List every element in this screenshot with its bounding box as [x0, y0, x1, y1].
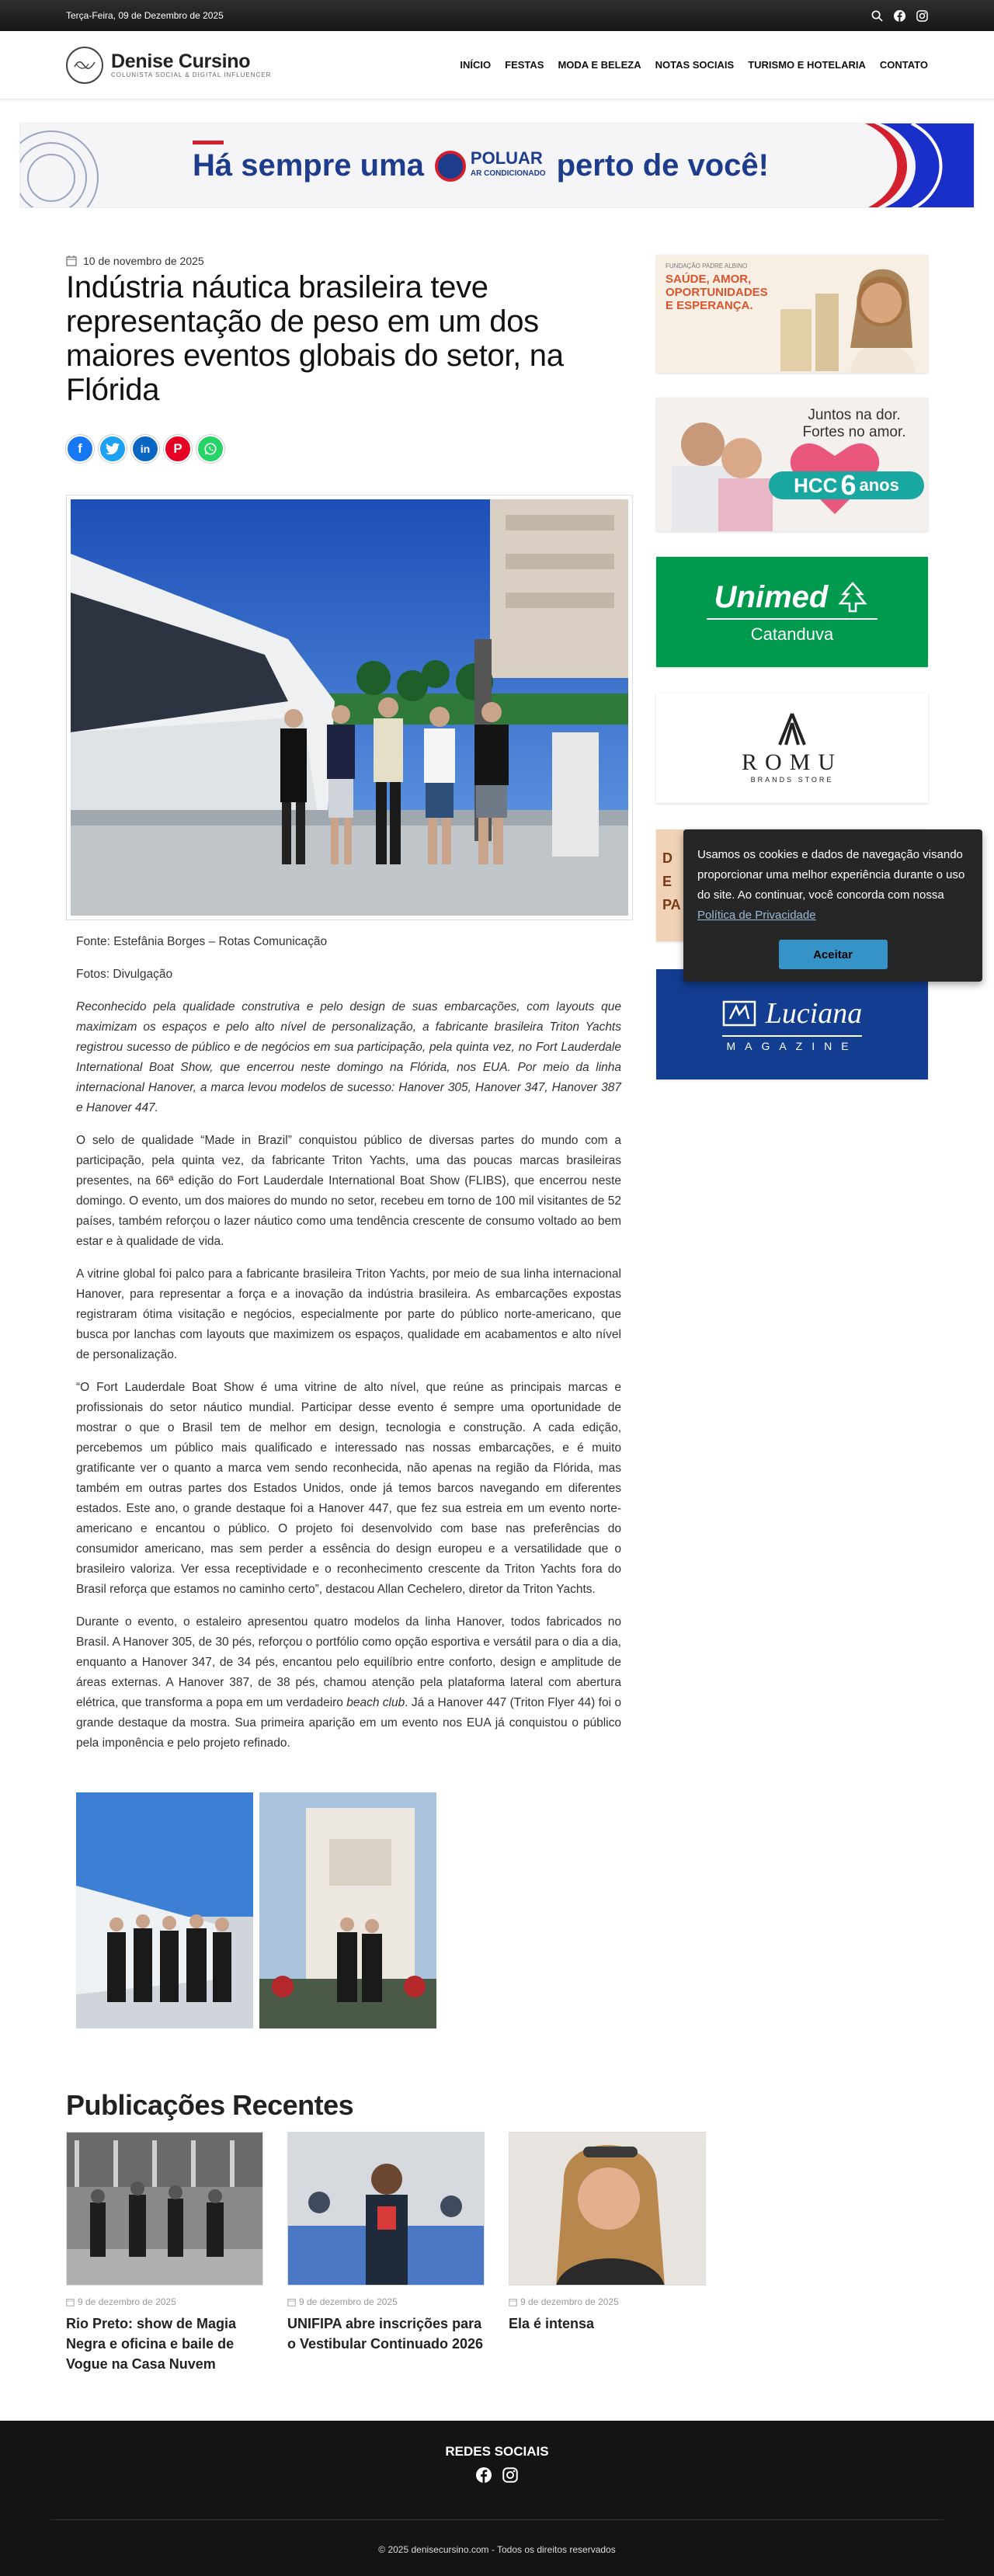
- recent-post-date: [66, 2296, 263, 2307]
- footer-copyright: © 2025 denisecursino.com - Todos os direitos reservados: [378, 2544, 616, 2555]
- recent-post-card[interactable]: [287, 2132, 485, 2354]
- instagram-icon[interactable]: [502, 2467, 518, 2487]
- article-date-text: 10 de novembro de 2025: [83, 255, 204, 267]
- recent-post-thumbnail[interactable]: [509, 2132, 706, 2286]
- recent-posts-heading: Publicações Recentes: [66, 2089, 354, 2121]
- site-logo[interactable]: [66, 47, 271, 84]
- cookie-banner: [683, 829, 982, 982]
- top-social: [871, 10, 928, 22]
- ad2-badge-anos: anos: [859, 475, 899, 495]
- recent-post-thumbnail[interactable]: [287, 2132, 485, 2286]
- recent-post-date: [287, 2296, 485, 2307]
- share-buttons: [66, 435, 224, 463]
- ad1-line3: OPORTUNIDADES: [666, 286, 768, 299]
- ad-banner-poluar[interactable]: [19, 123, 975, 208]
- recent-post-title[interactable]: Rio Preto: show de Magia Negra e oficina e baile de Vogue na Casa Nuvem: [66, 2316, 237, 2372]
- footer-social: [0, 2467, 994, 2487]
- banner-stripe: [193, 141, 224, 144]
- article-paragraph: [76, 1612, 621, 1754]
- article-paragraph: A vitrine global foi palco para a fabricante brasileira Triton Yachts, por meio de sua linha internacional Hanover, para representar a força e a inovação da indústria brasileira. As embarcações expostas registraram ótima visitação e negócios, especialmente por parte do público norte-americano, que busca por lanchas com layouts que maximizem os espaços, qualidade em acabamentos e alto nível de personalização.: [76, 1267, 621, 1361]
- recent-post-thumbnail[interactable]: [66, 2132, 263, 2286]
- ad1-line1: FUNDAÇÃO PADRE ALBINO: [666, 262, 748, 269]
- ad2-badge-text: HCC: [794, 473, 838, 497]
- recent-post-date-text: 9 de dezembro de 2025: [520, 2296, 619, 2307]
- ad-romu-brands[interactable]: [656, 693, 928, 803]
- luciana-logo-icon: [722, 1000, 756, 1027]
- ad1-line2: SAÚDE, AMOR,: [666, 273, 752, 286]
- calendar-icon: [66, 2298, 75, 2307]
- banner-text-after: perto de você!: [556, 148, 769, 183]
- logo-title: Denise Cursino: [111, 50, 251, 72]
- article-main-photo: [66, 495, 633, 920]
- banner-right-decoration: [834, 123, 974, 208]
- article-gallery: [76, 1792, 436, 2028]
- main-nav: [460, 59, 928, 71]
- article-paragraph-part: Durante o evento, o estaleiro apresentou quatro modelos da linha Hanover, todos fabricados no Brasil. A Hanover 305, de 30 pés, reforçou o portfólio como opção esportiva e versátil para o dia a dia, enquanto a Hanover 347, de 34 pés, encantou pelo equilíbrio entre conforto, design e amplitude de áreas externas. A Hanover 387, de 38 pés, chamou atenção pela plataforma lateral com abertura elétrica, que transforma a popa em um verdadeiro: [76, 1615, 621, 1709]
- article-paragraph: O selo de qualidade “Made in Brazil” conquistou público de diversas partes do mundo com a participação, pela quinta vez, da fabricante Triton Yachts, uma das poucas marcas brasileiras presentes, na 66ª edição do Fort Lauderdale International Boat Show (FLIBS), que encerrou neste domingo. O evento, um dos maiores do mundo no setor, recebeu em torno de 100 mil visitantes de 52 países, também reforçou o lazer náutico como uma tendência crescente de consumo voltado ao bem estar e à qualidade de vida.: [76, 1134, 621, 1248]
- credit-photos: Fotos: Divulgação: [76, 968, 173, 981]
- ad4-sub: BRANDS STORE: [750, 776, 834, 784]
- ad3-city: Catanduva: [750, 624, 834, 644]
- privacy-policy-link[interactable]: Política de Privacidade: [697, 909, 816, 922]
- nav-notas-sociais[interactable]: NOTAS SOCIAIS: [655, 59, 735, 71]
- ad5-text: DE PA: [662, 850, 681, 913]
- ad6-sub: MAGAZINE: [726, 1040, 858, 1052]
- poluar-logo: [435, 148, 546, 182]
- article-paragraph-emphasis: beach club: [346, 1696, 405, 1709]
- site-footer: [0, 2421, 994, 2576]
- recent-post-card[interactable]: [509, 2132, 706, 2334]
- logo-subtitle: COLUNISTA SOCIAL & DIGITAL INFLUENCER: [111, 71, 272, 78]
- ad2-line2: Fortes no amor.: [802, 424, 906, 440]
- share-pinterest-icon[interactable]: P: [164, 435, 192, 463]
- share-whatsapp-icon[interactable]: [196, 435, 224, 463]
- nav-festas[interactable]: FESTAS: [505, 59, 544, 71]
- logo-mark-icon: [66, 47, 103, 84]
- ad6-brand: Luciana: [765, 997, 863, 1030]
- accept-cookies-button[interactable]: Aceitar: [779, 940, 888, 969]
- top-bar: [0, 0, 994, 31]
- recent-post-card[interactable]: [66, 2132, 263, 2374]
- recent-post-title[interactable]: UNIFIPA abre inscrições para o Vestibular Continuado 2026: [287, 2316, 484, 2352]
- calendar-icon: [509, 2298, 517, 2307]
- article-lead: Reconhecido pela qualidade construtiva e pelo design de suas embarcações, com layouts que maximizam os espaços e pelo alto nível de personalização, a fabricante brasileira Triton Yachts registrou sucesso de público e de negócios em sua participação, pela quinta vez, no Fort Lauderdale International Boat Show, que encerrou neste domingo na Flórida, nos EUA. Por meio da linha internacional Hanover, a marca levou modelos de sucesso: Hanover 305, Hanover 347, Hanover 387 e Hanover 447.: [76, 1000, 621, 1114]
- nav-turismo-e-hotelaria[interactable]: TURISMO E HOTELARIA: [748, 59, 866, 71]
- nav-moda-e-beleza[interactable]: MODA E BELEZA: [558, 59, 641, 71]
- calendar-icon: [287, 2298, 296, 2307]
- facebook-icon[interactable]: [894, 10, 905, 22]
- recent-post-date-text: 9 de dezembro de 2025: [299, 2296, 398, 2307]
- article-paragraph: “O Fort Lauderdale Boat Show é uma vitrine de alto nível, que reúne as principais marcas e profissionais do setor náutico mundial. Participar desse evento é sempre uma oportunidade de mostrar o que o Brasil tem de melhor em design, tecnologia e construção. A cada edição, percebemos um público mais qualificado e interessado nas nossas embarcações, e é muito gratificante ver o quanto a marca vem sendo reconhecida, não apenas na região da Flórida, mas também em outras partes dos Estados Unidos, onde já temos barcos navegando em diferentes estados. Este ano, o grande destaque foi a Hanover 447, que fez sua estreia em um evento norte-americano e encantou o público. O projeto foi desenvolvido com base nas preferências do consumidor americano, mas sem perder a essência do design europeu e a versatilidade que o brasileiro valoriza. Ver essa receptividade e o reconhecimento crescente da Triton Yachts fora do Brasil reforça que estamos no caminho certo”, destacou Allan Cechelero, diretor da Triton Yachts.: [76, 1381, 621, 1596]
- ad-luciana-magazine[interactable]: [656, 969, 928, 1079]
- article-body: [76, 932, 621, 1766]
- unimed-tree-icon: [836, 582, 870, 613]
- instagram-icon[interactable]: [916, 10, 928, 22]
- article-date: [66, 255, 204, 267]
- ad-fundacao-padre-albino[interactable]: [656, 255, 928, 373]
- ad-unimed-catanduva[interactable]: [656, 557, 928, 667]
- banner-text-before: Há sempre uma: [193, 148, 424, 183]
- share-linkedin-icon[interactable]: in: [131, 435, 159, 463]
- poluar-brand-sub: AR CONDICIONADO: [470, 169, 546, 178]
- ad1-line4: E ESPERANÇA.: [666, 299, 753, 312]
- nav-contato[interactable]: CONTATO: [879, 59, 928, 71]
- banner-decoration: [20, 123, 121, 208]
- ad4-brand: ROMU: [741, 749, 843, 775]
- banner-text: [193, 148, 769, 183]
- article-paragraph-part: . Já a Hanover 447 (Triton Flyer 44) foi o grande destaque da mostra. Sua primeira aparição em um evento nos EUA já conquistou o público pela imponência e pelo projeto refinado.: [76, 1696, 621, 1750]
- ad2-line1: Juntos na dor.: [808, 407, 901, 423]
- current-date: Terça-Feira, 09 de Dezembro de 2025: [66, 10, 224, 21]
- ad-hospital-hcc[interactable]: [656, 398, 928, 531]
- photo-yacht-group: [71, 499, 628, 916]
- gallery-photo-marina[interactable]: [76, 1792, 253, 2028]
- ad2-badge-num: 6: [840, 469, 857, 501]
- facebook-icon[interactable]: [476, 2467, 492, 2487]
- poluar-brand: POLUAR: [470, 148, 543, 168]
- romu-logo-icon: [777, 712, 808, 746]
- recent-post-title[interactable]: Ela é intensa: [509, 2316, 595, 2331]
- footer-heading: REDES SOCIAIS: [445, 2444, 549, 2459]
- ad3-brand: Unimed: [714, 579, 829, 614]
- share-facebook-icon[interactable]: f: [66, 435, 94, 463]
- share-twitter-icon[interactable]: [99, 435, 127, 463]
- credit-source: Fonte: Estefânia Borges – Rotas Comunicação: [76, 935, 328, 948]
- recent-post-date: [509, 2296, 706, 2307]
- ad2-badge: [769, 471, 924, 499]
- footer-divider: [50, 2519, 944, 2520]
- cookie-text: Usamos os cookies e dados de navegação visando proporcionar uma melhor experiência durante o uso do site. Ao continuar, você concorda com nossa: [697, 848, 965, 902]
- site-header: [0, 31, 994, 99]
- article-title: Indústria náutica brasileira teve representação de peso em um dos maiores eventos globais do setor, na Flórida: [66, 270, 564, 407]
- gallery-photo-booth[interactable]: [259, 1792, 436, 2028]
- poluar-logo-icon: [435, 151, 466, 182]
- nav-inicio[interactable]: INÍCIO: [460, 59, 492, 71]
- calendar-icon: [66, 256, 77, 266]
- search-icon[interactable]: [871, 10, 883, 22]
- recent-post-date-text: 9 de dezembro de 2025: [78, 2296, 176, 2307]
